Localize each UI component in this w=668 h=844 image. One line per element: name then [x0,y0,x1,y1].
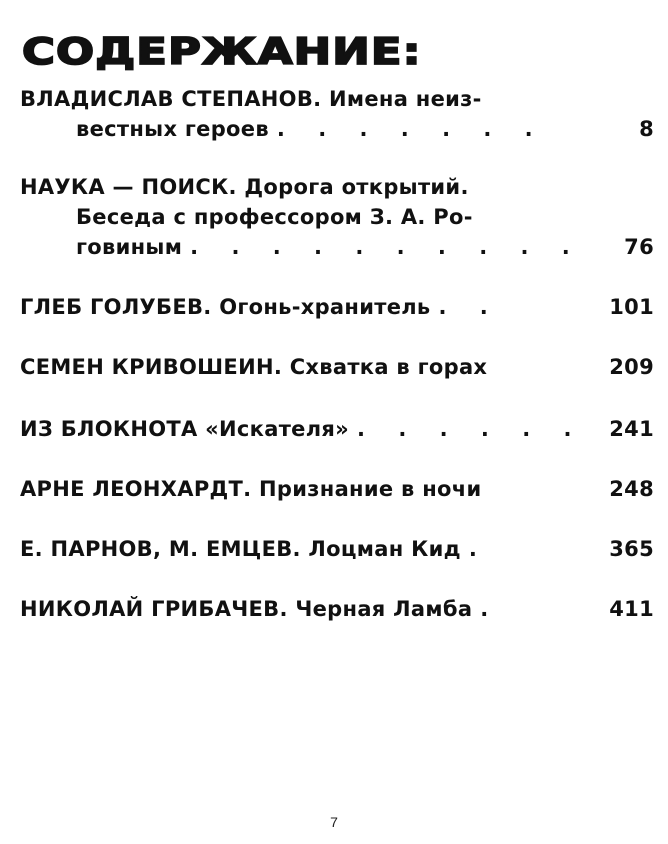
entry-line: НАУКА — ПОИСК. Дорога открытий. [20,175,469,199]
leader-dots: . . . . . . [357,417,585,441]
toc-entry [20,352,654,382]
page-number: 365 [609,537,654,561]
leader-dots: . . . . . . . [276,117,546,141]
leader-dots: . [468,537,490,561]
toc-entry [20,594,654,624]
page-number: 8 [639,117,654,141]
entry-line [20,114,654,144]
page-number: 248 [609,477,654,501]
entry-line [20,534,654,564]
entry-line [20,594,654,624]
toc-entry [20,414,654,444]
entry-line: ВЛАДИСЛАВ СТЕПАНОВ. Имена неиз- [20,87,482,111]
toc-entry [20,172,654,262]
page-number: 411 [609,597,654,621]
page-title: СОДЕРЖАНИЕ: [22,30,422,74]
toc-entry [20,474,654,504]
entry-line-text: АРНЕ ЛЕОНХАРДТ. Признание в ночи [20,477,482,501]
entry-line: Беседа с профессором З. А. Ро- [76,205,473,229]
entry-line-text: вестных героев [76,117,269,141]
toc-entry [20,84,654,144]
toc-entry [20,292,654,322]
entry-line [20,474,654,504]
entry-line [20,352,654,382]
entry-line-text: НИКОЛАЙ ГРИБАЧЕВ. Черная Ламба [20,597,473,621]
leader-dots: . [480,597,502,621]
entry-line-text: ГЛЕБ ГОЛУБЕВ. Огонь-хранитель [20,295,431,319]
page-number: 241 [609,417,654,441]
toc-entry [20,534,654,564]
entry-line-text: говиным [76,235,183,259]
entry-line [20,414,654,444]
page-number: 101 [609,295,654,319]
page-folio-number: 7 [330,814,338,830]
entry-line [20,232,654,262]
leader-dots: . . . . . . . . . . [190,235,583,259]
leader-dots: . . [438,295,501,319]
entry-line-text: ИЗ БЛОКНОТА «Искателя» [20,417,350,441]
page-number: 76 [624,235,654,259]
entry-line [20,292,654,322]
entry-line-text: Е. ПАРНОВ, М. ЕМЦЕВ. Лоцман Кид [20,537,461,561]
page-number: 209 [609,355,654,379]
entry-line-text: СЕМЕН КРИВОШЕИН. Схватка в горах [20,355,488,379]
